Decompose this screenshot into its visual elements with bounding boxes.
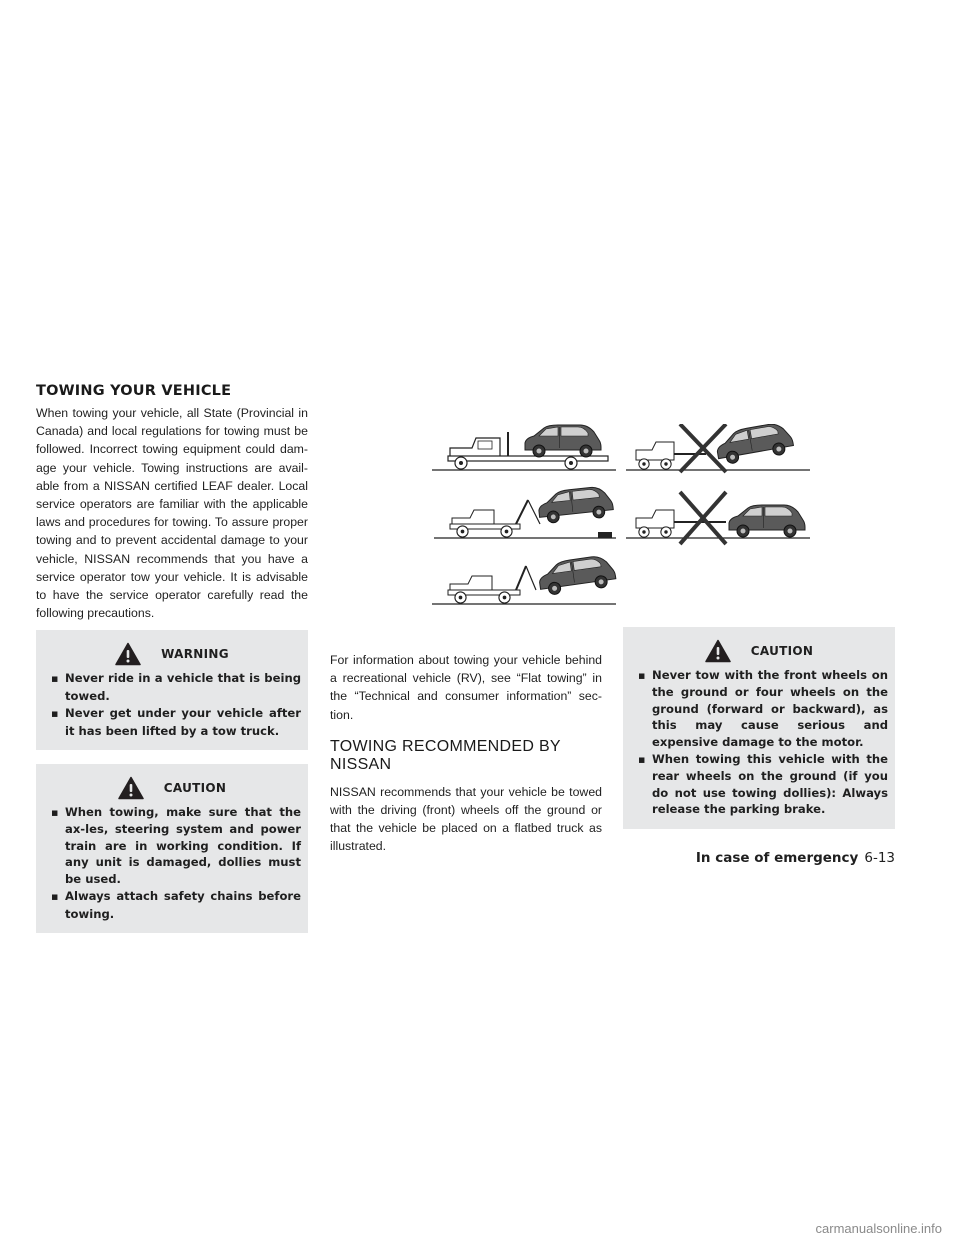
footer-section-name: In case of emergency xyxy=(695,850,859,866)
warning-item: ▪ Never get under your vehicle after it has been lifted by a tow truck. xyxy=(43,705,301,739)
warning-title: WARNING xyxy=(161,647,229,662)
page-footer xyxy=(620,850,895,866)
caution-item: ▪ When towing this vehicle with the rear wheels on the ground (if you do not use towing dollies): Always release the parking brake. xyxy=(630,751,888,818)
panel-flatbed-ok xyxy=(432,425,616,470)
caution-item: ▪ Always attach safety chains before towing. xyxy=(43,888,301,922)
caution-title: CAUTION xyxy=(163,781,227,796)
panel-front-wheels-up-ok xyxy=(432,554,617,604)
caution-title: CAUTION xyxy=(750,644,814,658)
left-column xyxy=(36,383,308,933)
intro-paragraph: When towing your vehicle, all State (Provincial in Canada) and local regulations for towing must be followed. Incorrect towing equipment could dam-age your vehicle. Towing instructions are avail-able from a NISSAN certified LEAF dealer. Local service operators are familiar with the applicable laws and procedures for towing. To assure proper towing and to prevent accidental damage to your vehicle, NISSAN recommends that you have a service operator tow your vehicle. It is advisable to have the service operator carefully read the following precautions. xyxy=(36,406,308,621)
caution-item: ▪ Never tow with the front wheels on the ground or four wheels on the ground (forward or backward), as this may cause serious and expensive damage to the motor. xyxy=(630,667,888,750)
panel-dollies-ok xyxy=(434,485,616,538)
right-column xyxy=(623,627,895,829)
towing-illustration xyxy=(430,424,816,610)
subsection-title: TOWING RECOMMENDED BY NISSAN xyxy=(330,737,561,773)
warning-icon xyxy=(115,642,141,666)
caution-box xyxy=(36,764,308,933)
warning-item: ▪ Never ride in a vehicle that is being towed. xyxy=(43,670,301,704)
panel-four-wheels-wrong xyxy=(626,492,810,544)
flat-tow-paragraph: For information about towing your vehicle behind a recreational vehicle (RV), see “Flat towing” in the “Technical and consumer information” sec-tion. xyxy=(330,653,602,722)
caution-icon xyxy=(705,639,731,663)
caution-box-2 xyxy=(623,627,895,829)
caution-icon xyxy=(118,776,144,800)
recommendation-paragraph: NISSAN recommends that your vehicle be towed with the driving (front) wheels off the ground or that the vehicle be placed on a flatbed truck as illustrated. xyxy=(330,784,602,854)
caution-item: ▪ When towing, make sure that the ax-les, steering system and power train are in working condition. If any unit is damaged, dollies must be used. xyxy=(43,804,301,887)
panel-front-on-ground-wrong xyxy=(626,424,810,472)
warning-box xyxy=(36,630,308,750)
page-number: 6-13 xyxy=(864,850,895,866)
watermark[interactable]: carmanualsonline.info xyxy=(815,1221,942,1236)
middle-column xyxy=(330,651,602,856)
section-title: TOWING YOUR VEHICLE xyxy=(36,383,232,399)
